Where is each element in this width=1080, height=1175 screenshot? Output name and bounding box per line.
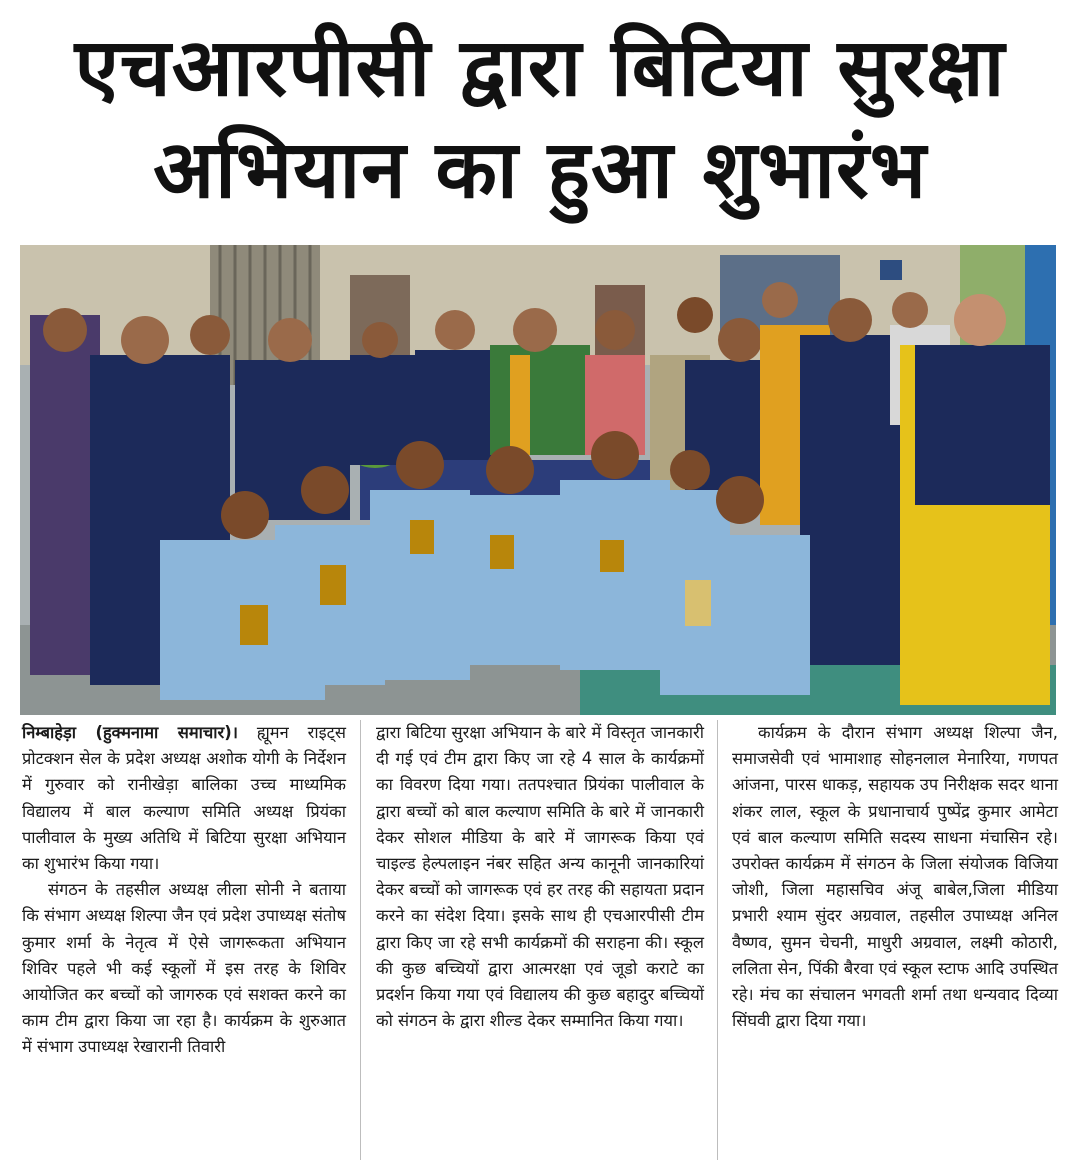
article-paragraph-3: द्वारा बिटिया सुरक्षा अभियान के बारे में विस्तृत जानकारी दी गई एवं टीम द्वारा किए जा रहे 4 साल के कार्यक्रमों का विवरण दिया गया। ततपश्चात प्रियंका पालीवाल के द्वारा बच्चों को बाल कल्याण समिति के बारे में जानकारी देकर सोशल मीडिया के बारे में जागरूक किया एवं चाइल्ड हेल्पलाइन नंबर सहित अन्य कानूनी जानकारियां देकर बच्चों को जागरूक एवं हर तरह की सहायता प्रदान करने का संदेश दिया। इसके साथ ही एचआरपीसी टीम द्वारा किए जा रहे सभी कार्यक्रमों की सराहना की। स्कूल की कुछ बच्चियों द्वारा आत्मरक्षा एवं जूडो कराटे का प्रदर्शन किया गया एवं विद्यालय की कुछ बहादुर बच्चियों को संगठन के द्वारा शील्ड देकर सम्मानित किया गया। [376,723,704,1031]
article-paragraph-1 [22,720,346,877]
headline-line-1: एचआरपीसी द्वारा बिटिया सुरक्षा [74,21,1006,114]
headline-line-2: अभियान का हुआ शुभारंभ [153,123,927,216]
group-photo-illustration [20,245,1056,715]
article-column-2 [376,720,704,1034]
article-column-3 [732,720,1058,1034]
paragraph-1-text: ह्यूमन राइट्स प्रोटक्शन सेल के प्रदेश अध्यक्ष अशोक योगी के निर्देशन में गुरुवार को रानीखेड़ा बालिका उच्च माध्यमिक विद्यालय में बाल कल्याण समिति अध्यक्ष प्रियंका पालीवाल के मुख्य अतिथि में बिटिया सुरक्षा अभियान का शुभारंभ किया गया। [22,723,347,874]
column-divider [717,720,718,1160]
column-divider [360,720,361,1160]
article-paragraph-4: कार्यक्रम के दौरान संभाग अध्यक्ष शिल्पा जैन, समाजसेवी एवं भामाशाह सोहनलाल मेनारिया, गणपत आंजना, पारस धाकड़, सहायक उप निरीक्षक सदर थाना शंकर लाल, स्कूल के प्रधानाचार्य पुष्पेंद्र कुमार आमेटा एवं बाल कल्याण समिति सदस्य साधना मंचासिन रहे। उपरोक्त कार्यक्रम में संगठन के जिला संयोजक विजिया जोशी, जिला महासचिव अंजू बाबेल,जिला मीडिया प्रभारी श्याम सुंदर अग्रवाल, तहसील उपाध्यक्ष अनिल वैष्णव, सुमन चेचनी, माधुरी अग्रवाल, लक्ष्मी कोठारी, ललिता सेन, पिंकी बैरवा एवं स्कूल स्टाफ आदि उपस्थित रहे। मंच का संचालन भगवती शर्मा तथा धन्यवाद दिव्या सिंघवी द्वारा दिया गया। [732,723,1058,1031]
news-photo [20,245,1056,715]
article-paragraph-2: संगठन के तहसील अध्यक्ष लीला सोनी ने बताया कि संभाग अध्यक्ष शिल्पा जैन एवं प्रदेश उपाध्यक्ष संतोष कुमार शर्मा के नेतृत्व में ऐसे जागरूकता अभियान शिविर पहले भी कई स्कूलों में इस तरह के शिविर आयोजित कर बच्चों को जागरुक एवं सशक्त करने का काम टीम द्वारा किया जा रहा है। कार्यक्रम के शुरुआत में संभाग उपाध्यक्ष रेखारानी तिवारी [22,880,346,1057]
article-column-1 [22,720,346,1061]
dateline: निम्बाहेड़ा (हुक्मनामा समाचार)। [22,723,238,742]
